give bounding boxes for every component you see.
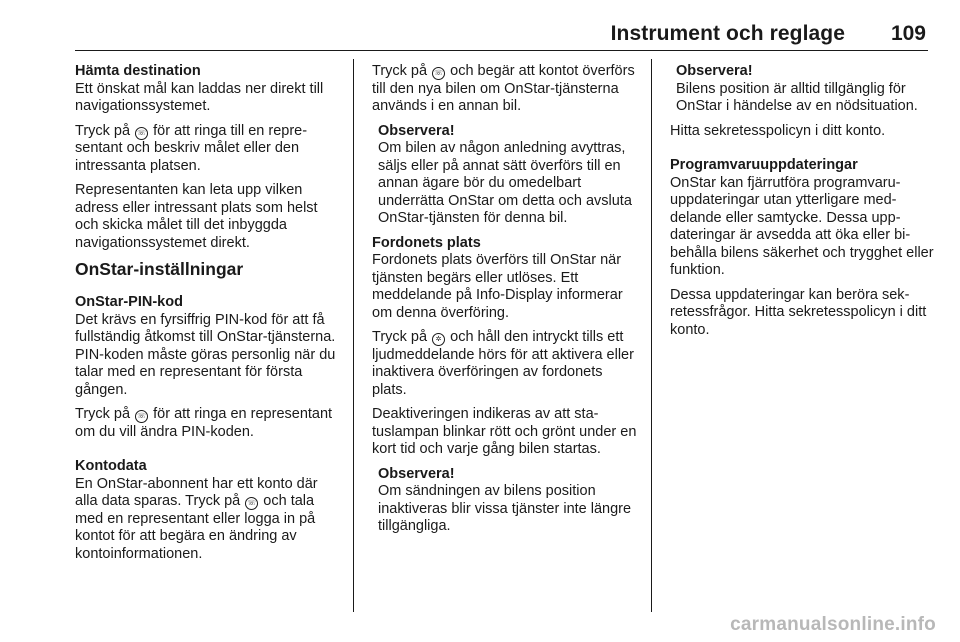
note-text: Bilens position är alltid tillgänglig för OnStar i händelse av en nödsituation. (676, 80, 918, 114)
paragraph: Ett önskat mål kan laddas ner direkt till navigationssystemet. (75, 80, 324, 114)
column-2 (372, 63, 638, 543)
note-box (372, 123, 638, 228)
heading-software-updates: Programvaruuppdateringar (670, 157, 858, 173)
call-button-icon: ☏ (135, 127, 148, 140)
heading-account: Kontodata (75, 458, 147, 474)
watermark: carmanualsonline.info (730, 614, 936, 635)
chapter-title: Instrument och reglage (610, 22, 845, 45)
heading-pin: OnStar-PIN-kod (75, 294, 183, 310)
note-title: Observera! (378, 465, 455, 482)
paragraph: En OnStar-abonnent har ett konto där alla data sparas. Tryck på ☏ och tala med en representant eller logga in på kontot för att begära en ändring av kontoinformationen. (75, 475, 318, 562)
call-button-icon: ☏ (432, 67, 445, 80)
page-number: 109 (890, 22, 926, 45)
column-divider-2 (651, 59, 652, 612)
column-3 (670, 63, 936, 346)
section-heading: OnStar-inställningar (75, 259, 244, 279)
paragraph: Tryck på ☏ för att ringa till en representant och beskriv målet eller den intressanta platsen. (75, 122, 308, 174)
call-button-icon: ☏ (245, 497, 258, 510)
paragraph: Hitta sekretesspolicyn i ditt konto. (670, 122, 886, 139)
note-text: Om bilen av någon anledning avyttras, säljs eller på annat sätt överförs till en annan ägare bör du omedelbart underrätta OnStar om detta och avsluta OnStar-tjänsten för denna bil. (378, 140, 632, 226)
header-divider (75, 50, 928, 51)
paragraph: OnStar kan fjärrutföra programvaruuppdateringar utan ytterligare meddelande eller samtycke. Dessa uppdateringar är avsedda att öka eller bibehålla bilens säkerhet och trygghet eller funktion. (670, 174, 934, 278)
paragraph: Tryck på ☏ och begär att kontot överförs till den nya bilen om OnStar-tjänsterna används i en annan bil. (372, 63, 635, 114)
call-button-icon: ☏ (135, 410, 148, 423)
note-box (670, 63, 936, 116)
column-1 (75, 63, 341, 570)
heading-location: Fordonets plats (372, 234, 481, 251)
column-divider-1 (353, 59, 354, 612)
paragraph: Representanten kan leta upp vilken adress eller intressant plats som helst och skicka målet till det inbyggda navigationssystemet direkt. (75, 182, 318, 251)
paragraph: Tryck på ✲ och håll den intryckt tills ett ljudmeddelande hörs för att aktivera eller inaktivera överföringen av fordonets plats. (372, 329, 634, 398)
heading-destination: Hämta destination (75, 63, 201, 79)
paragraph: Deaktiveringen indikeras av att statuslampan blinkar rött och grönt under en kort tid och varje gång bilen startas. (372, 406, 637, 457)
paragraph: Fordonets plats överförs till OnStar när tjänsten begärs eller utlöses. Ett meddelande på Info-Display informerar om denna överföring. (372, 252, 623, 321)
paragraph: Dessa uppdateringar kan beröra sekretessfrågor. Hitta sekretesspolicyn i ditt konto. (670, 286, 927, 338)
note-box (372, 466, 638, 536)
onstar-button-icon: ✲ (432, 333, 445, 346)
paragraph: Tryck på ☏ för att ringa en representant om du vill ändra PIN-koden. (75, 406, 333, 440)
paragraph: Det krävs en fyrsiffrig PIN-kod för att få fullständig åtkomst till OnStar-tjänsterna. PIN-koden måste göras personlig när du talar med en representant för första gången. (75, 311, 336, 398)
note-title: Observera! (378, 122, 455, 139)
note-title: Observera! (676, 63, 753, 79)
note-text: Om sändningen av bilens position inaktiveras blir vissa tjänster inte längre tillgängliga. (378, 483, 632, 534)
